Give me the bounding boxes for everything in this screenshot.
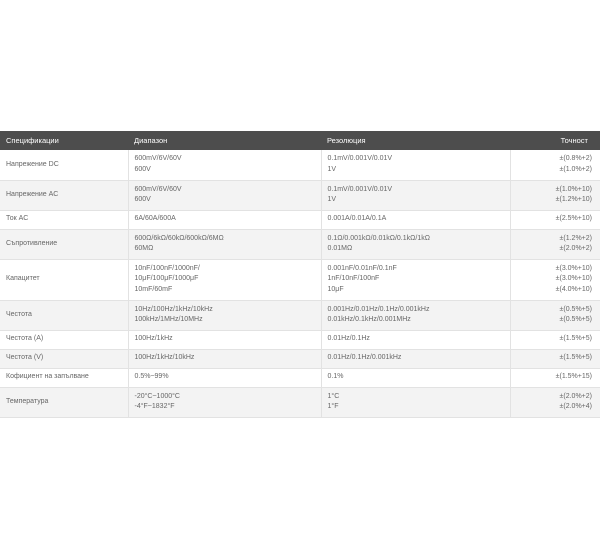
range-cell <box>128 330 321 349</box>
accuracy-value: ±(1.0%+2) <box>559 165 592 173</box>
range-cell <box>128 180 321 210</box>
header-spec: Спецификации <box>0 131 128 150</box>
range-value: 0.5%~99% <box>134 373 169 381</box>
range-value: 600Ω/6kΩ/60kΩ/600kΩ/6MΩ <box>134 234 224 242</box>
range-value: 600mV/6V/60V <box>134 155 182 163</box>
resolution-value: 1V <box>327 165 337 173</box>
accuracy-value: ±(1.5%+15) <box>555 373 592 381</box>
range-cell <box>128 259 321 300</box>
header-accuracy: Точност <box>510 131 600 150</box>
accuracy-value: ±(2.0%+4) <box>559 403 592 410</box>
range-value: 600V <box>134 165 151 173</box>
spec-name: Съпротивление <box>0 229 128 259</box>
accuracy-value: ±(4.0%+10) <box>555 285 592 293</box>
resolution-value: 0.1mV/0.001V/0.01V <box>327 185 393 193</box>
accuracy-cell <box>510 330 600 349</box>
accuracy-cell <box>510 150 600 180</box>
range-cell <box>128 229 321 259</box>
table-row <box>0 210 600 229</box>
range-value: 100Hz/1kHz/10kHz <box>134 354 195 362</box>
resolution-cell <box>321 150 510 180</box>
range-value: 600mV/6V/60V <box>134 185 182 193</box>
resolution-value: 0.1Ω/0.001kΩ/0.01kΩ/0.1kΩ/1kΩ <box>327 234 430 242</box>
accuracy-value: ±(1.0%+10) <box>555 185 592 193</box>
resolution-cell <box>321 180 510 210</box>
accuracy-value: ±(0.5%+5) <box>559 316 592 323</box>
spec-name: Напрежение DC <box>0 150 128 180</box>
accuracy-cell <box>510 229 600 259</box>
range-cell <box>128 210 321 229</box>
resolution-value: 0.001Hz/0.01Hz/0.1Hz/0.001kHz <box>327 305 430 313</box>
table-row <box>0 368 600 387</box>
spec-name: Честота <box>0 300 128 330</box>
resolution-cell <box>321 368 510 387</box>
resolution-value: 0.1% <box>327 373 344 381</box>
accuracy-cell <box>510 259 600 300</box>
resolution-cell <box>321 349 510 368</box>
range-value: -4°F~1832°F <box>134 403 175 410</box>
specifications-table <box>0 131 600 418</box>
range-value: -20°C~1000°C <box>134 392 180 400</box>
range-value: 60MΩ <box>134 245 154 252</box>
range-value: 10nF/100nF/1000nF/ <box>134 264 200 272</box>
accuracy-cell <box>510 300 600 330</box>
accuracy-cell <box>510 368 600 387</box>
accuracy-cell <box>510 349 600 368</box>
table-row <box>0 330 600 349</box>
table-row <box>0 387 600 417</box>
spec-name: Честота (V) <box>0 349 128 368</box>
spec-name: Температура <box>0 387 128 417</box>
range-value: 6A/60A/600A <box>134 215 176 223</box>
table-row <box>0 180 600 210</box>
spec-name: Капацитет <box>0 259 128 300</box>
resolution-value: 0.001nF/0.01nF/0.1nF <box>327 264 397 272</box>
accuracy-value: ±(0.8%+2) <box>559 155 592 163</box>
spec-name: Ток AC <box>0 210 128 229</box>
range-value: 10Hz/100Hz/1kHz/10kHz <box>134 305 213 313</box>
range-cell <box>128 300 321 330</box>
accuracy-value: ±(1.5%+5) <box>559 335 592 343</box>
table-row <box>0 229 600 259</box>
resolution-value: 0.01kHz/0.1kHz/0.001MHz <box>327 316 411 323</box>
table-row <box>0 349 600 368</box>
accuracy-value: ±(2.0%+2) <box>559 245 592 252</box>
range-cell <box>128 349 321 368</box>
accuracy-value: ±(1.2%+2) <box>559 234 592 242</box>
range-value: 10μF/100μF/1000μF <box>134 275 199 283</box>
resolution-cell <box>321 330 510 349</box>
accuracy-cell <box>510 387 600 417</box>
resolution-value: 10μF <box>327 285 344 293</box>
spec-name: Кофициент на запълване <box>0 368 128 387</box>
range-cell <box>128 150 321 180</box>
accuracy-value: ±(2.5%+10) <box>555 215 592 223</box>
table-header-row <box>0 131 600 150</box>
table-row <box>0 150 600 180</box>
spec-name: Напрежение AC <box>0 180 128 210</box>
accuracy-value: ±(3.0%+10) <box>555 264 592 272</box>
range-value: 100kHz/1MHz/10MHz <box>134 316 203 323</box>
resolution-value: 0.01MΩ <box>327 245 353 252</box>
resolution-cell <box>321 259 510 300</box>
range-value: 10mF/60mF <box>134 285 173 293</box>
accuracy-value: ±(1.5%+5) <box>559 354 592 362</box>
resolution-value: 1°F <box>327 403 339 410</box>
header-resolution: Резолюция <box>321 131 510 150</box>
resolution-value: 0.001A/0.01A/0.1A <box>327 215 387 223</box>
accuracy-value: ±(1.2%+10) <box>555 196 592 203</box>
resolution-cell <box>321 210 510 229</box>
resolution-value: 1°C <box>327 392 340 400</box>
accuracy-value: ±(2.0%+2) <box>559 392 592 400</box>
resolution-value: 0.01Hz/0.1Hz <box>327 335 370 343</box>
resolution-value: 1nF/10nF/100nF <box>327 275 380 283</box>
resolution-value: 1V <box>327 196 337 203</box>
spec-name: Честота (A) <box>0 330 128 349</box>
accuracy-value: ±(0.5%+5) <box>559 305 592 313</box>
range-value: 600V <box>134 196 151 203</box>
header-range: Диапазон <box>128 131 321 150</box>
range-cell <box>128 387 321 417</box>
resolution-value: 0.1mV/0.001V/0.01V <box>327 155 393 163</box>
resolution-cell <box>321 300 510 330</box>
range-value: 100Hz/1kHz <box>134 335 173 343</box>
table-row <box>0 300 600 330</box>
resolution-cell <box>321 229 510 259</box>
resolution-cell <box>321 387 510 417</box>
accuracy-value: ±(3.0%+10) <box>555 275 592 283</box>
accuracy-cell <box>510 210 600 229</box>
range-cell <box>128 368 321 387</box>
resolution-value: 0.01Hz/0.1Hz/0.001kHz <box>327 354 402 362</box>
accuracy-cell <box>510 180 600 210</box>
table-row <box>0 259 600 300</box>
